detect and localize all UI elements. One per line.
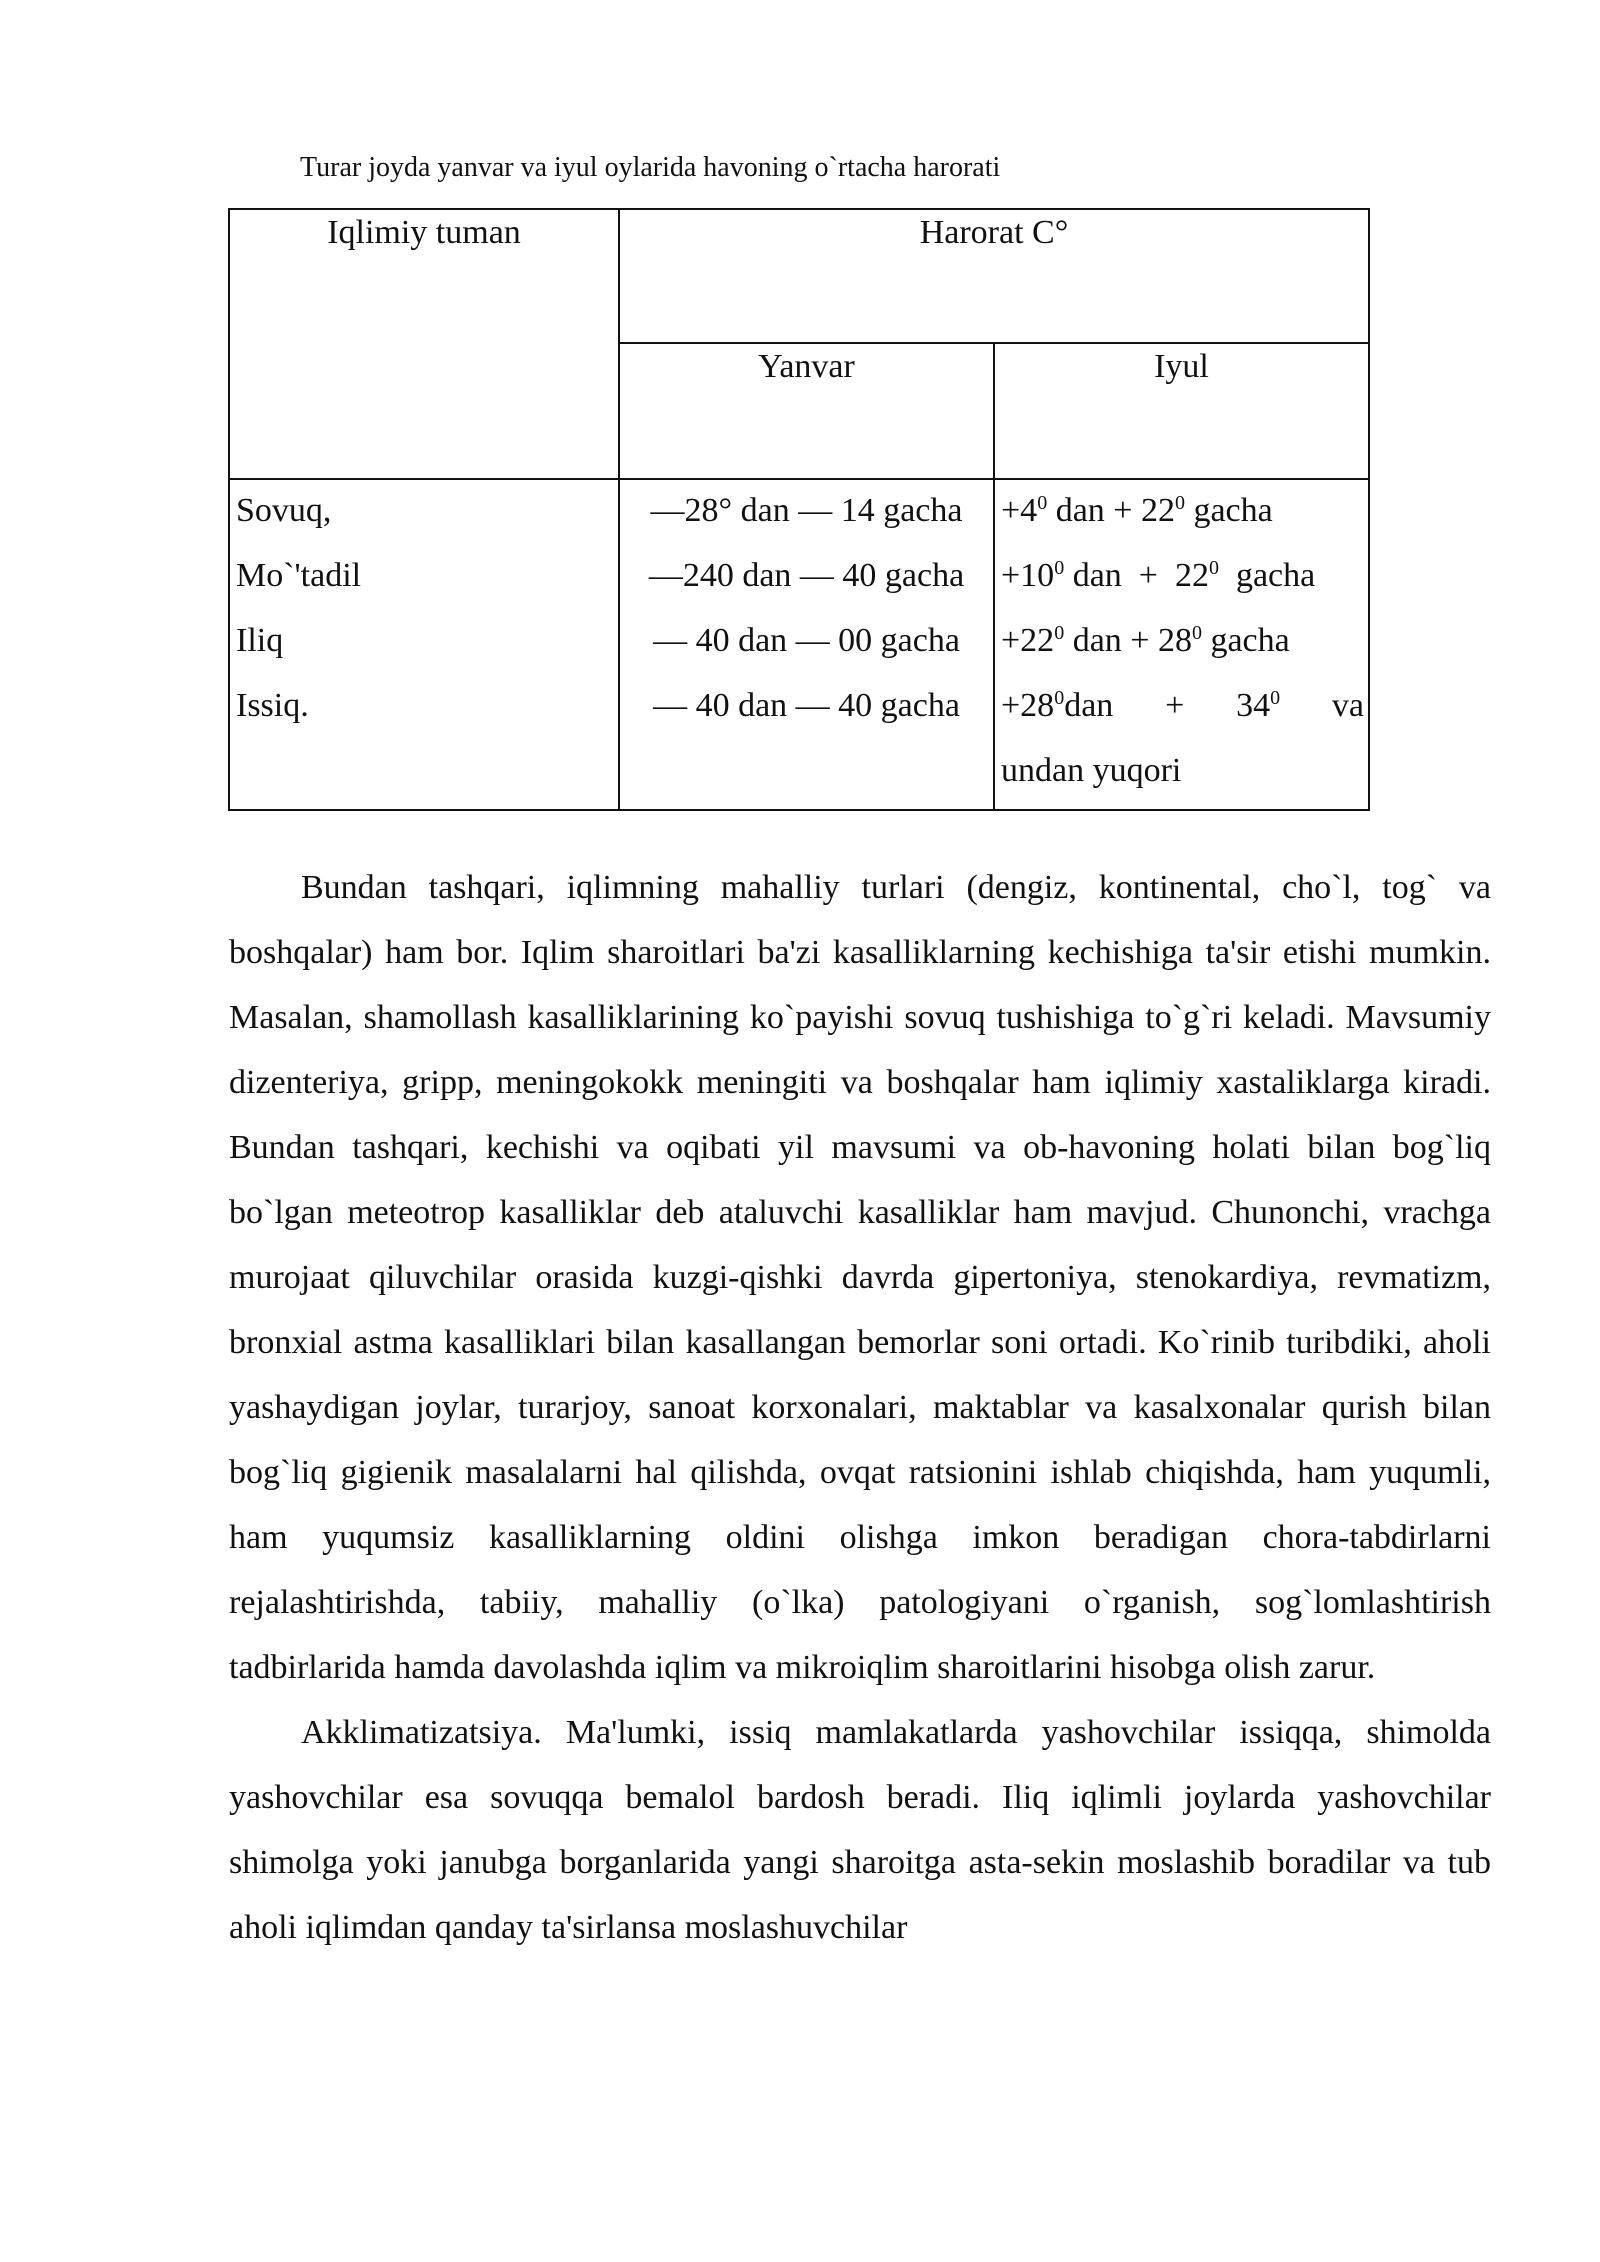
degree-superscript: 0 [1054, 622, 1065, 644]
july-value: $+28^0dan$ [1001, 687, 1114, 724]
july-value: gacha [1218, 557, 1316, 594]
january-column [619, 479, 994, 810]
header-temperature: Harorat C° [619, 209, 1369, 343]
table-caption: Turar joyda yanvar va iyul oylarida havoning o`rtacha harorati [300, 152, 1001, 183]
july-cell-continuation: undan yuqori [1001, 752, 1182, 789]
header-july: Iyul [994, 343, 1369, 479]
july-value: +10 [1001, 557, 1055, 594]
region-cell: Issiq. [236, 687, 309, 724]
degree-superscript: 0 [1054, 687, 1065, 709]
january-cell: — 40 dan — 40 gacha [653, 687, 960, 724]
july-cell [995, 614, 1368, 679]
degree-superscript: 0 [1174, 492, 1185, 514]
july-value: dan + 28 [1064, 622, 1192, 659]
july-plus: + [1165, 687, 1185, 724]
july-column [994, 479, 1369, 810]
july-value: +22 [1001, 622, 1055, 659]
july-value: dan + 22 [1047, 492, 1175, 529]
degree-superscript: 0 [1054, 557, 1065, 579]
paragraph: Akklimatizatsiya. Ma'lumki, issiq mamlakatlarda yashovchilar issiqqa, shimolda yashovchilar esa sovuqqa bemalol bardosh beradi. Iliq iqlimli joylarda yashovchilar shimolga yoki janubga borganlarida yangi sharoitga asta-sekin moslashib boradilar va tub aholi iqlimdan qanday ta'sirlansa moslashuvchilar [229, 1714, 1491, 1946]
july-value: $34^0$ [1236, 687, 1281, 724]
july-cell [995, 679, 1368, 744]
january-cell: — 40 dan — 00 gacha [653, 622, 960, 659]
degree-superscript: 0 [1037, 492, 1048, 514]
climate-temperature-table [228, 208, 1370, 811]
paragraph: Bundan tashqari, iqlimning mahalliy turlari (dengiz, kontinental, cho`l, tog` va boshqalar) ham bor. Iqlim sharoitlari ba'zi kasalliklarning kechishiga ta'sir etishi mumkin. Masalan, shamollash kasalliklarining ko`payishi sovuq tushishiga to`g`ri keladi. Mavsumiy dizenteriya, gripp, meningokokk meningiti va boshqalar ham iqlimiy xastaliklarga kiradi. Bundan tashqari, kechishi va oqibati yil mavsumi va ob-havoning holati bilan bog`liq bo`lgan meteotrop kasalliklar deb ataluvchi kasalliklar ham mavjud. Chunonchi, vrachga murojaat qiluvchilar orasida kuzgi-qishki davrda gipertoniya, stenokardiya, revmatizm, bronxial astma kasalliklari bilan kasallangan bemorlar soni ortadi. Ko`rinib turibdiki, aholi yashaydigan joylar, turarjoy, sanoat korxonalari, maktablar va kasalxonalar qurish bilan bog`liq gigienik masalalarni hal qilishda, ovqat ratsionini ishlab chiqishda, ham yuqumli, ham yuqumsiz kasalliklarning oldini olishga imkon beradigan chora-tabdirlarni rejalashtirishda, tabiiy, mahalliy (o`lka) patologiyani o`rganish, sog`lomlashtirish tadbirlarida hamda davolashda iqlim va mikroiqlim sharoitlarini hisobga olish zarur. [229, 869, 1491, 1686]
july-conjunction: va [1331, 687, 1364, 724]
degree-superscript: 0 [1208, 557, 1219, 579]
july-value: gacha [1201, 622, 1290, 659]
body-text [229, 855, 1491, 1960]
degree-superscript: 0 [1191, 622, 1202, 644]
july-value: dan + 22 [1064, 557, 1209, 594]
region-cell: Sovuq, [236, 492, 332, 529]
region-column [229, 479, 619, 810]
july-cell [995, 484, 1368, 549]
january-cell: —28° dan — 14 gacha [650, 492, 963, 529]
degree-superscript: 0 [1270, 687, 1281, 709]
july-value: +4 [1001, 492, 1038, 529]
header-climate-region: Iqlimiy tuman [229, 209, 619, 479]
header-january: Yanvar [619, 343, 994, 479]
july-cell [995, 549, 1368, 614]
july-value: gacha [1184, 492, 1273, 529]
region-cell: Mo`'tadil [236, 557, 362, 594]
january-cell: —240 dan — 40 gacha [648, 557, 965, 594]
region-cell: Iliq [236, 622, 284, 659]
